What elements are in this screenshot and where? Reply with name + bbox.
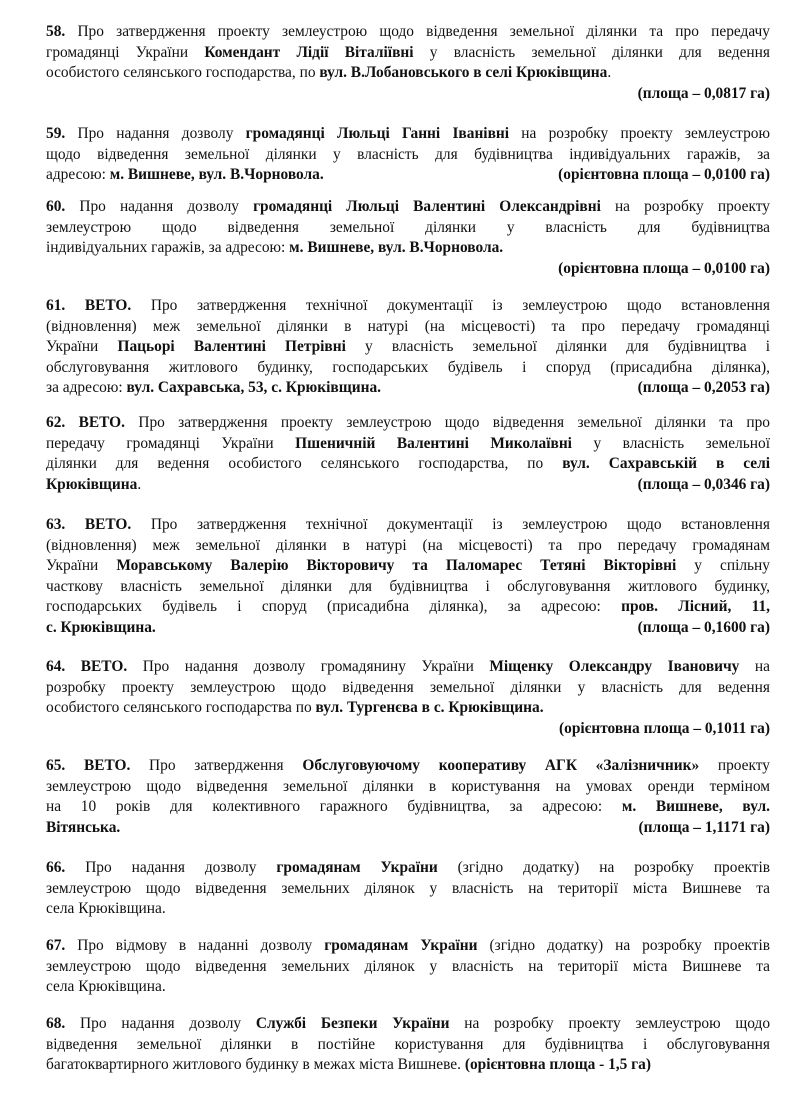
bold-text: (орієнтовна площа - 1,5 га) <box>464 1056 651 1073</box>
bold-text: Обслуговуючому кооперативу АГК «Залізничник» <box>302 757 700 774</box>
text-line <box>46 756 770 776</box>
bold-text: Вітянська. <box>46 818 121 836</box>
item-number: 58. <box>46 23 78 40</box>
bold-text: вул. Тургенєва в с. Крюківщина. <box>315 699 544 716</box>
text: громадянці України <box>46 43 205 61</box>
text: села Крюківщина. <box>46 900 166 917</box>
bold-text: громадянці Люльці Ганні Іванівні <box>245 125 510 142</box>
text: Про затвердження проекту землеустрою щодо відведення земельної ділянки та про <box>125 414 770 431</box>
text: проекту <box>699 757 770 774</box>
text-line <box>46 957 770 977</box>
text: (відновлення) меж земельної ділянки в натурі (на місцевості) та про передачу громадянці <box>46 317 770 335</box>
text: (згідно додатку) на розробку проектів <box>437 859 771 876</box>
text: Про відмову в наданні дозволу <box>77 937 325 954</box>
text-line <box>46 536 770 556</box>
bold-text: вул. Сахравська, 53, с. Крюківщина. <box>126 379 381 396</box>
text: розробку проекту землеустрою щодо відведення земельної ділянки у власність для ведення <box>46 678 770 696</box>
text-line <box>46 434 770 454</box>
text: на розробку проекту землеустрою <box>509 125 770 142</box>
text: землеустрою щодо відведення земельних ділянок у власність на території міста Вишневе та <box>46 957 770 975</box>
text-line <box>46 698 544 718</box>
text: на розробку проекту землеустрою щодо <box>449 1015 771 1032</box>
text: землеустрою щодо відведення земельних ділянок у власність на території міста Вишневе та <box>46 879 770 897</box>
text-line <box>46 936 770 956</box>
text: на <box>739 658 770 675</box>
text: адресою: <box>46 166 110 183</box>
text-line <box>46 218 770 238</box>
text-line <box>46 337 770 357</box>
text: на 10 років для колективного гаражного будівництва, за адресою: <box>46 798 622 815</box>
text-line <box>46 515 770 535</box>
text: землеустрою щодо відведення земельної ділянки у власність для будівництва <box>46 218 770 236</box>
bold-text: Службі Безпеки України <box>255 1015 450 1032</box>
text: за адресою: <box>46 379 127 396</box>
text: багатоквартирного житлового будинку в межах міста Вишневе. <box>46 1056 465 1073</box>
text-line <box>46 454 770 474</box>
text: часткову власність земельної ділянки для будівництва і обслуговування житлового будинку, <box>46 577 770 595</box>
text-line <box>46 1055 651 1075</box>
text-line <box>46 145 770 165</box>
bold-text: вул. В.Лобановського в селі Крюківщина <box>319 64 608 81</box>
text: передачу громадянці України <box>46 434 296 452</box>
text-line <box>46 556 770 576</box>
area-value: (орієнтовна площа – 0,0100 га) <box>558 166 770 183</box>
bold-text: м. Вишневе, вул. <box>621 798 771 815</box>
text: особистого селянського господарства, по <box>46 64 320 81</box>
text: землеустрою щодо відведення земельної ділянки в користування на умовах оренди терміном <box>46 777 770 795</box>
text-line <box>46 296 770 316</box>
bold-text: пров. Лісний, 11, <box>621 598 771 615</box>
text: Про затвердження проекту землеустрою щодо відведення земельної ділянки та про передачу <box>77 23 770 40</box>
text: Про надання дозволу <box>85 859 277 876</box>
text-line <box>46 597 770 617</box>
bold-text: м. Вишневе, вул. В.Чорновола. <box>289 239 504 256</box>
text-line <box>46 475 141 495</box>
bold-text: м. Вишневе, вул. В.Чорновола. <box>109 166 324 183</box>
text: господарських будівель і споруд (присадибна ділянка), за адресою: <box>46 598 622 615</box>
text-line <box>46 124 770 144</box>
text-line <box>46 797 770 817</box>
bold-text: ВЕТО. <box>80 658 128 675</box>
text: Про надання дозволу <box>80 1015 256 1032</box>
text: щодо відведення земельної ділянки у власність для будівництва індивідуальних гаражів, за <box>46 145 770 163</box>
bold-text: с. Крюківщина. <box>46 618 156 636</box>
text-line <box>46 818 120 838</box>
text-line <box>46 899 166 919</box>
text-line <box>46 378 381 398</box>
text: Про затвердження технічної документації із землеустрою щодо встановлення <box>131 297 770 314</box>
area-value: (площа – 0,2053 га) <box>637 379 770 396</box>
text: (відновлення) меж земельної ділянки в натурі (на місцевості) та про передачу громадянам <box>46 536 770 554</box>
text: села Крюківщина. <box>46 978 166 995</box>
bold-text: Моравському Валерію Вікторовичу та Паломарес Тетяні Вікторівні <box>116 557 677 574</box>
text: ділянки для ведення особистого селянського господарства, по <box>46 455 563 472</box>
text-line <box>46 197 770 217</box>
bold-text: громадянам України <box>276 859 438 876</box>
area-value: (площа – 0,0817 га) <box>637 84 770 102</box>
bold-text: громадянам України <box>324 937 478 954</box>
bold-text: Комендант Лідії Віталіївні <box>204 43 414 61</box>
text-line <box>46 858 770 878</box>
item-number: 64. <box>46 658 81 675</box>
text: у власність земельної ділянки для будівництва і <box>345 338 770 355</box>
area-value: (площа – 1,1171 га) <box>638 818 770 836</box>
item-number: 66. <box>46 859 86 876</box>
text-line <box>46 577 770 597</box>
text-line <box>46 657 770 677</box>
item-number: 60. <box>46 198 80 215</box>
item-number: 68. <box>46 1015 81 1032</box>
bold-text: ВЕТО. <box>84 297 132 314</box>
text-line <box>46 413 770 433</box>
text: у спільну <box>676 557 770 574</box>
text: (згідно додатку) на розробку проектів <box>477 937 770 954</box>
text: Про надання дозволу <box>79 198 254 215</box>
text-line <box>46 165 324 185</box>
text-line <box>46 22 770 42</box>
text: Про затвердження технічної документації із землеустрою щодо встановлення <box>131 516 770 533</box>
item-number: 67. <box>46 937 78 954</box>
text-line <box>46 63 611 83</box>
text: відведення земельної ділянки в постійне користування для будівництва і обслуговування <box>46 1035 770 1053</box>
text-line <box>46 317 770 337</box>
area-value: (площа – 0,1600 га) <box>637 618 770 636</box>
bold-text: Пацьорі Валентині Петрівні <box>117 338 346 355</box>
bold-text: Пшеничній Валентині Миколаївні <box>295 434 572 452</box>
text: України <box>46 557 117 574</box>
bold-text: Міщенку Олександру Івановичу <box>489 658 740 675</box>
text-line <box>46 977 166 997</box>
bold-text: громадянці Люльці Валентині Олександрівні <box>253 198 601 215</box>
item-number: 65. <box>46 757 84 774</box>
item-number: 62. <box>46 414 79 431</box>
text: індивідуальних гаражів, за адресою: <box>46 239 290 256</box>
text: України <box>46 338 118 355</box>
text-line <box>46 238 503 258</box>
text: у власність земельної ділянки для ведення <box>413 43 770 61</box>
bold-text: вул. Сахравській в селі <box>562 455 770 472</box>
text: Про затвердження <box>130 757 303 774</box>
item-number: 61. <box>46 297 85 314</box>
bold-text: ВЕТО. <box>84 516 132 533</box>
text: обслуговування житлового будинку, господарських будівель і споруд (присадибна ділянка), <box>46 358 770 376</box>
text: Про надання дозволу громадянину України <box>127 658 490 675</box>
area-value: (орієнтовна площа – 0,1011 га) <box>559 719 770 737</box>
text-line <box>46 879 770 899</box>
area-value: (площа – 0,0346 га) <box>637 475 770 493</box>
bold-text: ВЕТО. <box>78 414 125 431</box>
item-number: 59. <box>46 125 78 142</box>
text-line <box>46 1014 770 1034</box>
text-line <box>46 43 770 63</box>
text-line <box>46 1035 770 1055</box>
text: на розробку проекту <box>600 198 770 215</box>
bold-text: Крюківщина <box>46 475 138 493</box>
bold-text: ВЕТО. <box>83 757 131 774</box>
item-number: 63. <box>46 516 85 533</box>
text: . <box>607 64 612 81</box>
text-line <box>46 777 770 797</box>
text: у власність земельної <box>571 434 771 452</box>
text: особистого селянського господарства по <box>46 699 316 716</box>
text: Про надання дозволу <box>77 125 246 142</box>
text: . <box>137 475 142 493</box>
text-line <box>46 358 770 378</box>
area-value: (орієнтовна площа – 0,0100 га) <box>558 259 770 277</box>
text-line <box>46 618 156 638</box>
text-line <box>46 678 770 698</box>
